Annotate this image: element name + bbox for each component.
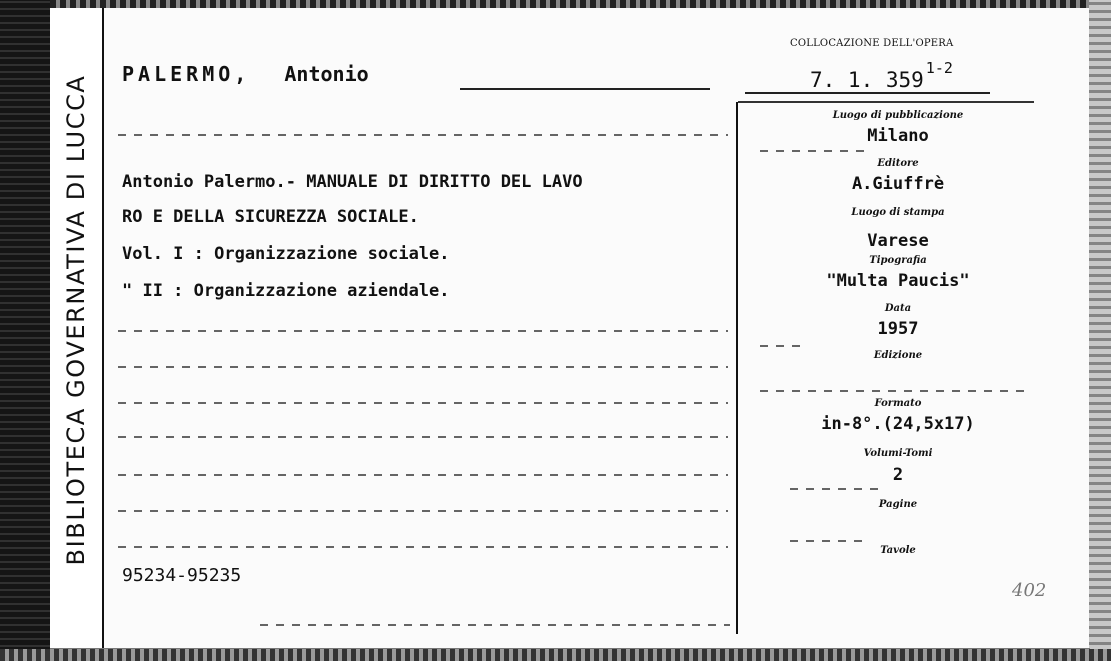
author-first-name: Antonio <box>284 62 369 86</box>
handwritten-note: 402 <box>1012 580 1047 601</box>
label-data: Data <box>884 303 912 314</box>
collocation-label: COLLOCAZIONE DELL'OPERA <box>790 38 954 49</box>
field-box-top <box>738 101 1034 103</box>
dotted-line <box>118 402 728 404</box>
dotted-line <box>118 546 728 548</box>
label-editore: Editore <box>877 158 919 169</box>
bottom-border <box>0 649 1111 661</box>
binding-strip <box>0 0 50 661</box>
card-edge <box>1089 0 1111 661</box>
dotted-line <box>118 366 728 368</box>
field-line <box>760 390 1030 392</box>
volume-2: " II : Organizzazione aziendale. <box>122 281 450 301</box>
value-volumi: 2 <box>892 465 904 485</box>
dotted-line <box>118 330 728 332</box>
value-tipografia: "Multa Paucis" <box>826 271 970 291</box>
library-name: BIBLIOTECA GOVERNATIVA DI LUCCA <box>62 74 90 566</box>
dotted-line <box>260 624 730 626</box>
collocation-value <box>810 59 953 92</box>
dotted-line <box>118 474 728 476</box>
dotted-line <box>118 436 728 438</box>
label-tavole: Tavole <box>880 545 916 556</box>
dotted-line <box>118 134 728 136</box>
collocation-superscript: 1-2 <box>925 59 953 77</box>
label-luogo-stampa: Luogo di stampa <box>851 207 945 218</box>
collocation-rule <box>745 92 990 94</box>
library-stamp <box>50 8 104 648</box>
value-luogo-pubblicazione: Milano <box>867 126 929 146</box>
label-formato: Formato <box>874 398 922 409</box>
field-line <box>760 345 800 347</box>
author-heading <box>122 62 369 86</box>
field-line <box>790 488 880 490</box>
label-pagine: Pagine <box>878 499 918 510</box>
top-border <box>50 0 1089 8</box>
title-continuation: RO E DELLA SICUREZZA SOCIALE. <box>122 207 419 227</box>
field-line <box>790 540 870 542</box>
value-luogo-stampa: Varese <box>867 231 929 251</box>
value-formato: in-8°.(24,5x17) <box>821 414 975 434</box>
inventory-number: 95234-95235 <box>122 565 242 586</box>
collocation-number: 7. 1. 359 <box>810 68 924 92</box>
label-tipografia: Tipografia <box>869 255 927 266</box>
label-luogo-pubblicazione: Luogo di pubblicazione <box>832 110 964 121</box>
value-data: 1957 <box>877 319 919 339</box>
volume-1: Vol. I : Organizzazione sociale. <box>122 244 450 264</box>
field-line <box>760 150 870 152</box>
title-line: Antonio Palermo.- MANUALE DI DIRITTO DEL LAVO <box>122 172 583 192</box>
author-surname: PALERMO, <box>122 62 251 86</box>
scan-line <box>50 648 1090 649</box>
author-rule <box>460 88 710 90</box>
dotted-line <box>118 510 728 512</box>
label-volumi: Volumi-Tomi <box>863 448 933 459</box>
label-edizione: Edizione <box>873 350 923 361</box>
value-editore: A.Giuffrè <box>851 174 945 194</box>
